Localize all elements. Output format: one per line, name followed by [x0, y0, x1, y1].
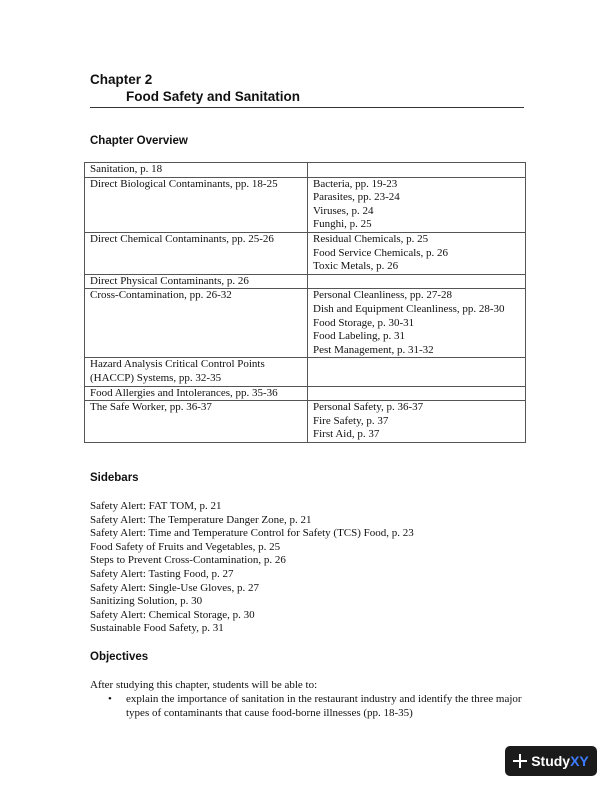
subtopic-text: Toxic Metals, p. 26	[313, 260, 399, 273]
objectives-heading: Objectives	[90, 651, 149, 663]
subtopic-text: Viruses, p. 24	[313, 204, 374, 217]
topic-text: Direct Biological Contaminants, pp. 18-25	[90, 177, 278, 190]
overview-cell-right	[308, 163, 526, 178]
topic-text: The Safe Worker, pp. 36-37	[90, 401, 212, 414]
chapter-label: Chapter 2	[90, 72, 153, 87]
sidebar-item: Safety Alert: FAT TOM, p. 21	[90, 500, 222, 512]
overview-cell-left	[85, 232, 308, 274]
sidebars-heading: Sidebars	[90, 472, 139, 484]
overview-cell-left	[85, 163, 308, 178]
sidebar-item: Safety Alert: Time and Temperature Control for Safety (TCS) Food, p. 23	[90, 527, 414, 540]
logo-accent-text: XY	[570, 753, 589, 769]
overview-row	[85, 386, 526, 401]
overview-cell-right	[308, 232, 526, 274]
sidebar-item: Sanitizing Solution, p. 30	[90, 595, 203, 608]
empty-cell	[313, 387, 525, 401]
sidebar-item: Safety Alert: Chemical Storage, p. 30	[90, 608, 255, 621]
logo-text: Study	[531, 753, 571, 769]
sidebar-item: Sustainable Food Safety, p. 31	[90, 622, 224, 635]
topic-text: (HACCP) Systems, pp. 32-35	[90, 371, 222, 384]
topic-text: Hazard Analysis Critical Control Points	[90, 358, 265, 371]
overview-row	[85, 177, 526, 232]
topic-text: Sanitation, p. 18	[90, 163, 163, 175]
plus-star-icon	[513, 754, 527, 768]
overview-row	[85, 274, 526, 289]
topic-text: Food Allergies and Intolerances, pp. 35-36	[90, 386, 278, 399]
overview-row	[85, 232, 526, 274]
overview-cell-right	[308, 386, 526, 401]
overview-row	[85, 163, 526, 178]
overview-row	[85, 289, 526, 358]
subtopic-text: Bacteria, pp. 19-23	[313, 177, 398, 190]
overview-cell-left	[85, 401, 308, 443]
overview-cell-left	[85, 177, 308, 232]
topic-text: Cross-Contamination, pp. 26-32	[90, 289, 232, 302]
subtopic-text: First Aid, p. 37	[313, 428, 380, 441]
overview-cell-left	[85, 274, 308, 289]
overview-cell-right	[308, 358, 526, 386]
subtopic-text: Parasites, pp. 23-24	[313, 191, 400, 204]
subtopic-text: Personal Cleanliness, pp. 27-28	[313, 289, 453, 302]
subtopic-text: Funghi, p. 25	[313, 218, 372, 231]
overview-row	[85, 358, 526, 386]
chapter-title: Food Safety and Sanitation	[126, 89, 301, 104]
subtopic-text: Pest Management, p. 31-32	[313, 343, 434, 356]
subtopic-text: Residual Chemicals, p. 25	[313, 232, 429, 245]
sidebar-item: Safety Alert: Tasting Food, p. 27	[90, 567, 234, 580]
subtopic-text: Dish and Equipment Cleanliness, pp. 28-30	[313, 302, 505, 315]
topic-text: Direct Physical Contaminants, p. 26	[90, 274, 249, 287]
sidebar-item: Safety Alert: The Temperature Danger Zone, p. 21	[90, 513, 312, 526]
sidebar-item: Steps to Prevent Cross-Contamination, p. 26	[90, 554, 286, 567]
objective-text: explain the importance of sanitation in the restaurant industry and identify the three major types of contaminants that cause food-borne illnesses (pp. 18-35)	[126, 693, 522, 719]
subtopic-text: Food Service Chemicals, p. 26	[313, 246, 449, 259]
sidebar-item: Food Safety of Fruits and Vegetables, p. 25	[90, 540, 281, 553]
sidebar-item: Safety Alert: Single-Use Gloves, p. 27	[90, 581, 259, 594]
header-divider	[90, 107, 524, 108]
topic-text: Direct Chemical Contaminants, pp. 25-26	[90, 232, 274, 245]
studyxy-logo	[505, 746, 597, 776]
objectives-intro: After studying this chapter, students will be able to:	[90, 679, 318, 691]
overview-table	[84, 162, 526, 443]
overview-cell-right	[308, 177, 526, 232]
overview-cell-right	[308, 401, 526, 443]
chapter-header	[90, 71, 524, 108]
empty-cell	[313, 275, 525, 289]
overview-cell-left	[85, 358, 308, 386]
bullet-icon: •	[108, 693, 112, 705]
overview-cell-left	[85, 289, 308, 358]
overview-cell-right	[308, 289, 526, 358]
subtopic-text: Fire Safety, p. 37	[313, 414, 389, 427]
subtopic-text: Food Labeling, p. 31	[313, 330, 405, 343]
sidebars-list	[90, 500, 414, 636]
subtopic-text: Personal Safety, p. 36-37	[313, 401, 424, 414]
empty-cell	[313, 163, 525, 177]
overview-cell-left	[85, 386, 308, 401]
empty-cell	[313, 358, 525, 372]
overview-cell-right	[308, 274, 526, 289]
overview-row	[85, 401, 526, 443]
subtopic-text: Food Storage, p. 30-31	[313, 316, 415, 329]
overview-heading: Chapter Overview	[90, 135, 188, 147]
